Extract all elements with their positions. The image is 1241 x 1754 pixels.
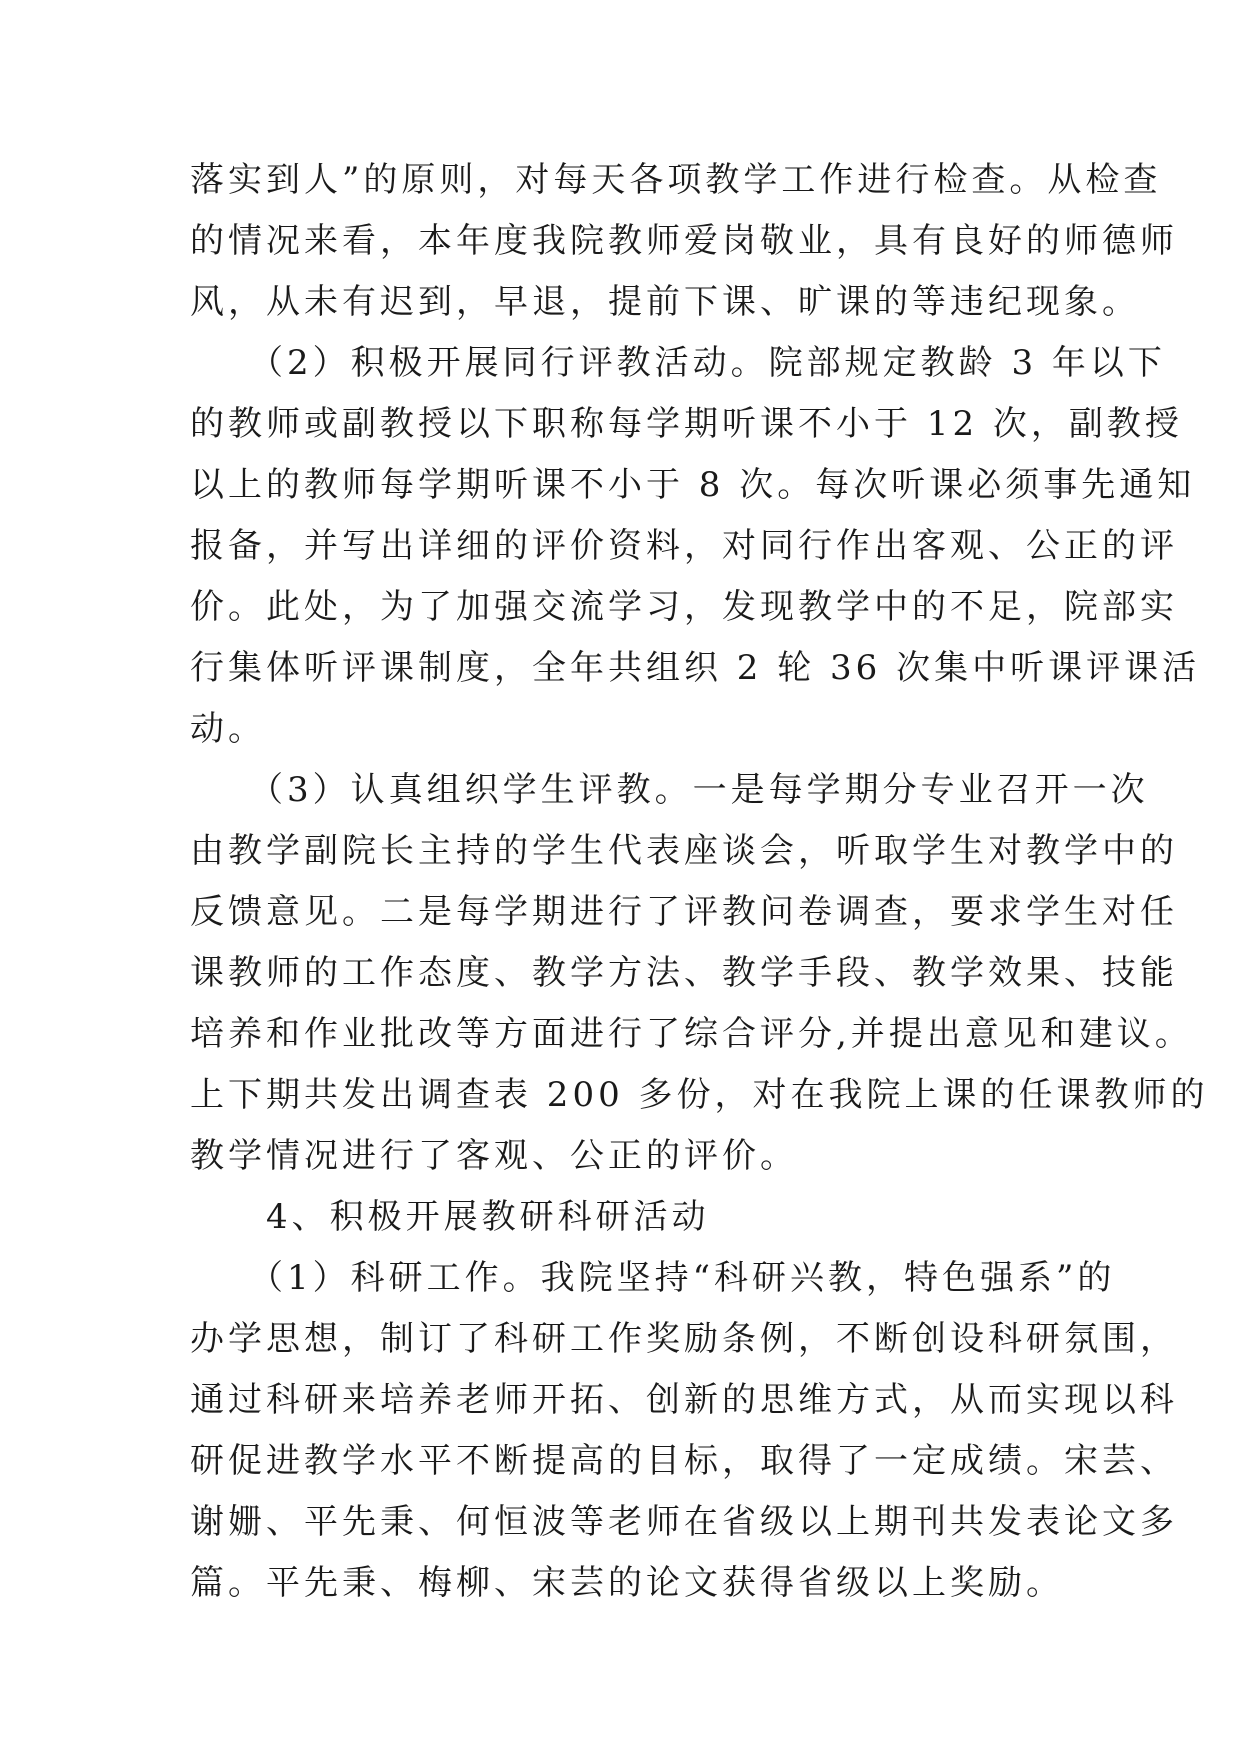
text-line: 动。 <box>190 709 266 749</box>
text-line: 落实到人”的原则，对每天各项教学工作进行检查。从检查 <box>190 160 1162 200</box>
text-line: 研促进教学水平不断提高的目标，取得了一定成绩。宋芸、 <box>190 1441 1178 1481</box>
text-line: 培养和作业批改等方面进行了综合评分,并提出意见和建议。 <box>190 1014 1193 1054</box>
text-line: 通过科研来培养老师开拓、创新的思维方式，从而实现以科 <box>190 1380 1178 1420</box>
text-line: 由教学副院长主持的学生代表座谈会，听取学生对教学中的 <box>190 831 1178 871</box>
text-line: 报备，并写出详细的评价资料，对同行作出客观、公正的评 <box>190 526 1178 566</box>
text-line: （1）科研工作。我院坚持“科研兴教，特色强系”的 <box>190 1258 1116 1298</box>
text-line: 谢姗、平先秉、何恒波等老师在省级以上期刊共发表论文多 <box>190 1502 1178 1542</box>
text-line: 反馈意见。二是每学期进行了评教问卷调查，要求学生对任 <box>190 892 1178 932</box>
text-line: 教学情况进行了客观、公正的评价。 <box>190 1136 798 1176</box>
text-line: 以上的教师每学期听课不小于 8 次。每次听课必须事先通知 <box>190 465 1196 505</box>
text-line: 价。此处，为了加强交流学习，发现教学中的不足，院部实 <box>190 587 1178 627</box>
document-body <box>190 150 1209 1614</box>
text-line: 行集体听评课制度，全年共组织 2 轮 36 次集中听课评课活 <box>190 648 1201 688</box>
text-line: 风，从未有迟到，早退，提前下课、旷课的等违纪现象。 <box>190 282 1140 322</box>
text-line: 的教师或副教授以下职称每学期听课不小于 12 次，副教授 <box>190 404 1183 444</box>
text-line: 办学思想，制订了科研工作奖励条例，不断创设科研氛围， <box>190 1319 1178 1359</box>
section-heading: 4、积极开展教研科研活动 <box>190 1197 710 1237</box>
text-line: 的情况来看，本年度我院教师爱岗敬业，具有良好的师德师 <box>190 221 1178 261</box>
text-line: 课教师的工作态度、教学方法、教学手段、教学效果、技能 <box>190 953 1178 993</box>
text-line: （3）认真组织学生评教。一是每学期分专业召开一次 <box>190 770 1149 810</box>
text-line: （2）积极开展同行评教活动。院部规定教龄 3 年以下 <box>190 343 1166 383</box>
text-line: 上下期共发出调查表 200 多份，对在我院上课的任课教师的 <box>190 1075 1209 1115</box>
text-line: 篇。平先秉、梅柳、宋芸的论文获得省级以上奖励。 <box>190 1563 1064 1603</box>
